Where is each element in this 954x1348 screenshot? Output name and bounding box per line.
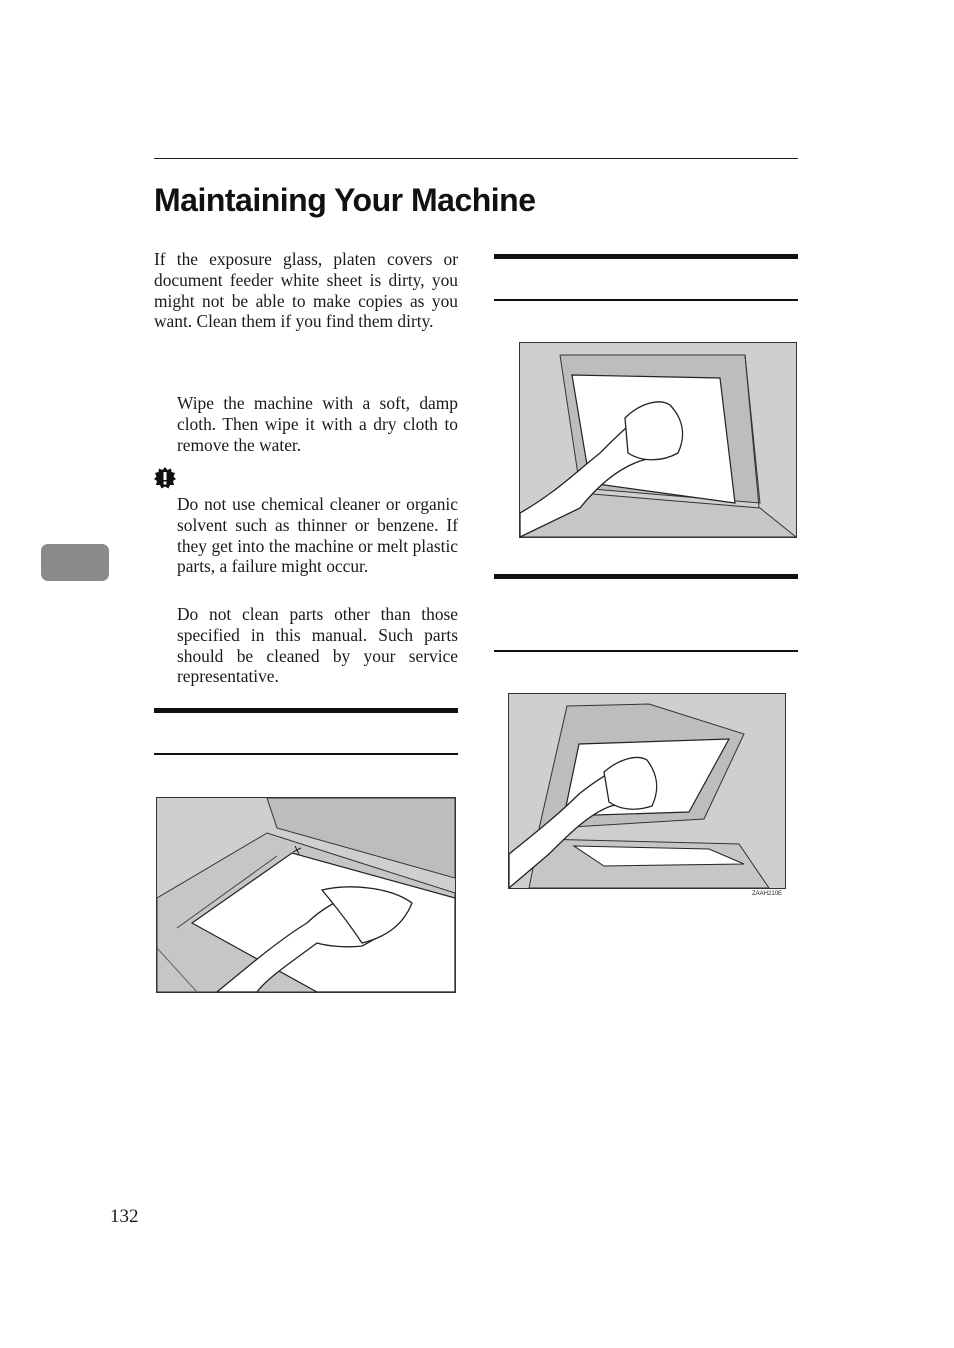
- top-rule: [154, 158, 798, 159]
- important-item-2: Do not clean parts other than those specified in this manual. Such parts should be cleaned by your service representative.: [177, 604, 458, 687]
- figure-code: ZAAH210E: [752, 891, 783, 897]
- section-rule-thin: [154, 753, 458, 755]
- tip-paragraph: Wipe the machine with a soft, damp cloth. Then wipe it with a dry cloth to remove the water.: [177, 393, 458, 455]
- platen-cover-illustration: [519, 342, 797, 538]
- section-rule-thick: [494, 254, 798, 259]
- section-rule-thin: [494, 650, 798, 652]
- page-number: 132: [110, 1206, 139, 1227]
- section-rule-thick: [494, 574, 798, 579]
- important-icon: [154, 467, 176, 489]
- section-rule-thin: [494, 299, 798, 301]
- exposure-glass-illustration: [156, 797, 456, 993]
- chapter-tab: [41, 544, 109, 581]
- page-title: Maintaining Your Machine: [154, 182, 536, 218]
- important-item-1: Do not use chemical cleaner or organic solvent such as thinner or benzene. If they get into the machine or melt plastic parts, a failure might occur.: [177, 494, 458, 577]
- section-rule-thick: [154, 708, 458, 713]
- intro-paragraph: If the exposure glass, platen covers or document feeder white sheet is dirty, you might not be able to make copies as you want. Clean them if you find them dirty.: [154, 249, 458, 332]
- document-feeder-illustration: [508, 693, 786, 889]
